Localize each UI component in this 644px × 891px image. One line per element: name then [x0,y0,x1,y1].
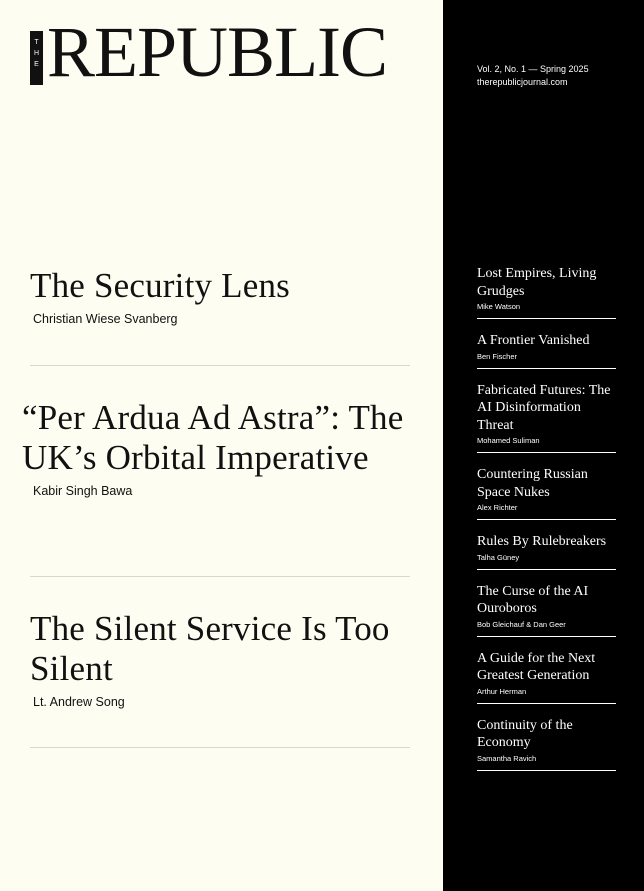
toc-title: A Guide for the Next Greatest Generation [477,650,596,683]
masthead-the-letter: T [34,39,39,46]
toc-title: A Frontier Vanished [477,333,590,348]
table-of-contents [477,262,616,781]
toc-item[interactable] [477,714,616,771]
divider [30,576,410,577]
masthead-the-box [30,31,43,85]
feature-article[interactable] [30,266,410,326]
toc-item[interactable] [477,647,616,704]
toc-author: Ben Fischer [477,351,518,361]
toc-title: Lost Empires, Living Grudges [477,266,597,299]
issue-info [477,63,589,89]
toc-author: Samantha Ravich [477,753,537,763]
feature-title[interactable] [22,398,422,478]
divider [30,365,410,366]
feature-title-text: “Per Ardua Ad Astra”: The UK’s Orbital Imperative [22,398,404,477]
toc-author: Mohamed Suliman [477,436,540,445]
feature-article[interactable] [30,609,410,709]
masthead-the-letter: E [34,61,39,68]
masthead-title: REPUBLIC [47,12,388,92]
divider [30,747,410,748]
toc-author: Arthur Herman [477,686,527,696]
toc-author: Bob Gleichauf & Dan Geer [477,619,566,629]
toc-item[interactable] [477,530,616,570]
feature-author: Lt. Andrew Song [33,695,125,709]
masthead-the-letter: H [33,50,40,57]
toc-title: Rules By Rulebreakers [477,534,607,549]
feature-author: Christian Wiese Svanberg [33,312,178,326]
toc-author: Talha Güney [477,552,520,562]
toc-title: The Curse of the AI Ouroboros [477,583,589,616]
toc-item[interactable] [477,580,616,637]
feature-article[interactable] [22,398,422,498]
feature-title[interactable]: The Silent Service Is Too Silent [30,609,390,688]
feature-author: Kabir Singh Bawa [33,484,133,498]
toc-title: Continuity of the Economy [477,717,573,750]
toc-author: Mike Watson [477,302,521,311]
contents-sidebar [443,0,644,891]
issue-volume: Vol. 2, No. 1 — Spring 2025 [477,64,589,74]
toc-title: Fabricated Futures: The AI Disinformation Threat [477,382,611,433]
toc-author: Alex Richter [477,503,518,512]
toc-item[interactable] [477,463,616,520]
toc-title: Countering Russian Space Nukes [477,467,588,500]
toc-item[interactable] [477,379,616,454]
feature-title[interactable]: The Security Lens [30,266,290,305]
toc-item[interactable] [477,262,616,319]
issue-website[interactable]: therepublicjournal.com [477,77,568,87]
toc-item[interactable] [477,329,616,369]
